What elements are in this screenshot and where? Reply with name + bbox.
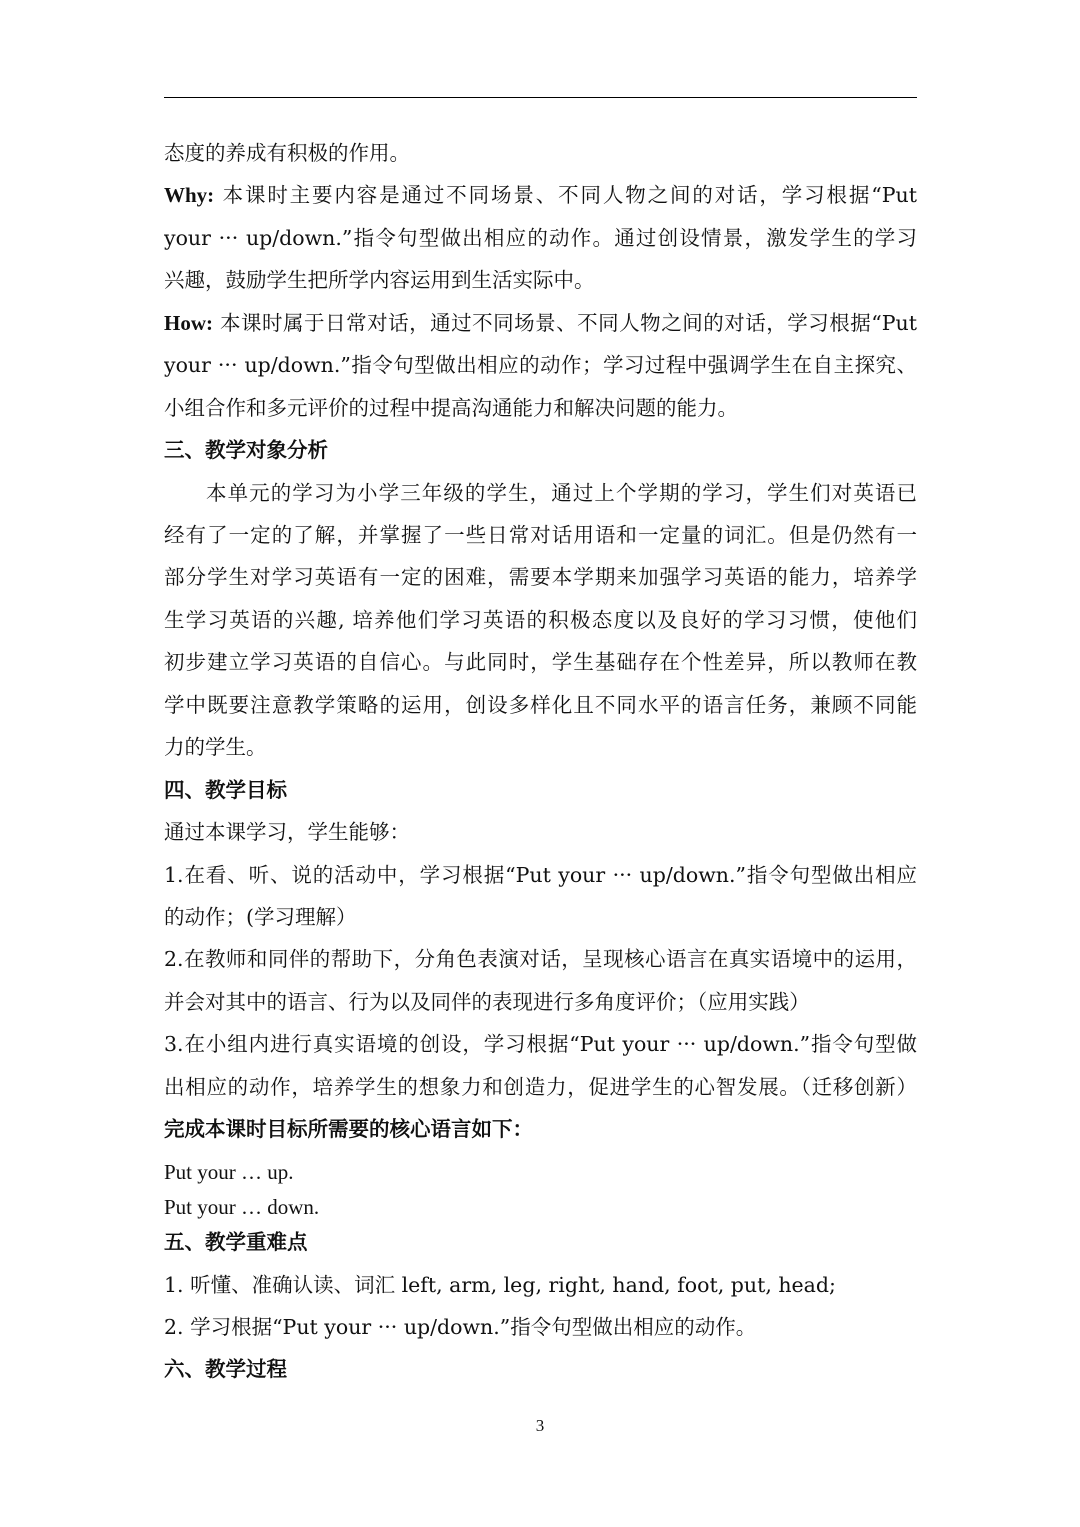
section-3-line-6: 学中既要注意教学策略的运用，创设多样化且不同水平的语言任务，兼顾不同能 bbox=[164, 693, 917, 717]
section-4-heading: 四、教学目标 bbox=[164, 778, 287, 802]
section-3-line-4: 生学习英语的兴趣, 培养他们学习英语的积极态度以及良好的学习习惯，使他们 bbox=[164, 608, 917, 632]
why-line-1 bbox=[164, 181, 917, 209]
goal-2-line-1: 2.在教师和同伴的帮助下，分角色表演对话，呈现核心语言在真实语境中的运用， bbox=[164, 947, 917, 971]
section-3-line-1: 本单元的学习为小学三年级的学生，通过上个学期的学习，学生们对英语已 bbox=[206, 481, 917, 505]
why-text-1: 本课时主要内容是通过不同场景、不同人物之间的对话，学习根据“Put bbox=[222, 183, 917, 207]
section-3-line-5: 初步建立学习英语的自信心。与此同时，学生基础存在个性差异，所以教师在教 bbox=[164, 650, 917, 674]
core-language-2: Put your … down. bbox=[164, 1195, 320, 1219]
page-number: 3 bbox=[535, 1416, 545, 1435]
core-language-1: Put your … up. bbox=[164, 1160, 294, 1184]
goal-1-line-2: 的动作；(学习理解） bbox=[164, 905, 357, 929]
goal-2-line-2: 并会对其中的语言、行为以及同伴的表现进行多角度评价；（应用实践） bbox=[164, 990, 810, 1014]
section-3-line-3: 部分学生对学习英语有一定的困难，需要本学期来加强学习英语的能力，培养学 bbox=[164, 565, 917, 589]
goal-3-line-2: 出相应的动作，培养学生的想象力和创造力，促进学生的心智发展。（迁移创新） bbox=[164, 1075, 917, 1099]
why-line-3: 兴趣，鼓励学生把所学内容运用到生活实际中。 bbox=[164, 268, 595, 292]
goal-1-line-1: 1.在看、听、说的活动中，学习根据“Put your ··· up/down.”指令句型做出相应 bbox=[164, 863, 917, 887]
key-point-2: 2. 学习根据“Put your ··· up/down.”指令句型做出相应的动作。 bbox=[164, 1315, 757, 1339]
why-label: Why: bbox=[164, 183, 215, 207]
section-3-heading: 三、教学对象分析 bbox=[164, 438, 328, 462]
section-4-intro: 通过本课学习，学生能够： bbox=[164, 820, 410, 844]
how-line-3: 小组合作和多元评价的过程中提高沟通能力和解决问题的能力。 bbox=[164, 396, 738, 420]
section-3-line-7: 力的学生。 bbox=[164, 735, 267, 759]
why-line-2: your ··· up/down.”指令句型做出相应的动作。通过创设情景，激发学生的学习 bbox=[164, 226, 917, 250]
goal-3-line-1: 3.在小组内进行真实语境的创设，学习根据“Put your ··· up/down.”指令句型做 bbox=[164, 1032, 917, 1056]
section-3-line-2: 经有了一定的了解，并掌握了一些日常对话用语和一定量的词汇。但是仍然有一 bbox=[164, 523, 917, 547]
core-language-heading: 完成本课时目标所需要的核心语言如下： bbox=[164, 1117, 533, 1141]
how-line-1 bbox=[164, 309, 917, 337]
section-6-heading: 六、教学过程 bbox=[164, 1357, 287, 1381]
header-rule bbox=[164, 97, 917, 98]
how-label: How: bbox=[164, 311, 213, 335]
key-point-1: 1. 听懂、准确认读、词汇 left, arm, leg, right, hand, foot, put, head; bbox=[164, 1273, 836, 1297]
section-5-heading: 五、教学重难点 bbox=[164, 1230, 308, 1254]
how-text-1: 本课时属于日常对话，通过不同场景、不同人物之间的对话，学习根据“Put bbox=[220, 311, 917, 335]
how-line-2: your ··· up/down.”指令句型做出相应的动作；学习过程中强调学生在自主探究、 bbox=[164, 353, 917, 377]
paragraph-continuation: 态度的养成有积极的作用。 bbox=[164, 141, 410, 165]
